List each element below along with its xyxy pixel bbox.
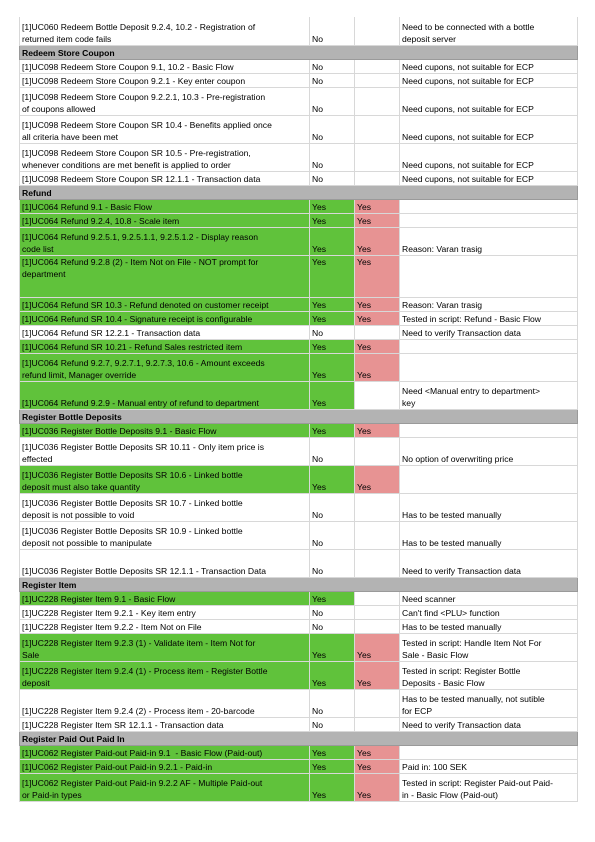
note-cell: Has to be tested manually, not sutible for ECP (400, 689, 578, 717)
table-row (20, 689, 578, 717)
table-row (20, 255, 578, 297)
test-case-cell: [1]UC228 Register Item 9.2.3 (1) - Validate item - Item Not for Sale (20, 633, 310, 661)
script-cell (355, 605, 400, 619)
table-row (20, 745, 578, 759)
table-row (20, 619, 578, 633)
section-header: Register Item (20, 577, 578, 591)
table-row (20, 521, 578, 549)
note-cell: Need cupons, not suitable for ECP (400, 73, 578, 87)
note-cell: Can't find <PLU> function (400, 605, 578, 619)
table-row (20, 143, 578, 171)
automated-cell: No (310, 619, 355, 633)
test-case-cell: [1]UC064 Refund SR 12.2.1 - Transaction data (20, 325, 310, 339)
script-cell (355, 521, 400, 549)
script-cell: Yes (355, 213, 400, 227)
automated-cell: Yes (310, 465, 355, 493)
note-cell: Paid in: 100 SEK (400, 759, 578, 773)
automated-cell: No (310, 437, 355, 465)
table-row (20, 549, 578, 577)
automated-cell: No (310, 493, 355, 521)
script-cell: Yes (355, 773, 400, 801)
note-cell: Need cupons, not suitable for ECP (400, 59, 578, 73)
test-case-cell: [1]UC228 Register Item SR 12.1.1 - Transaction data (20, 717, 310, 731)
note-cell (400, 465, 578, 493)
note-cell (400, 255, 578, 297)
test-case-cell: [1]UC064 Refund 9.2.9 - Manual entry of refund to department (20, 381, 310, 409)
script-cell (355, 325, 400, 339)
script-cell (355, 17, 400, 45)
test-case-cell: [1]UC098 Redeem Store Coupon SR 10.5 - Pre-registration, whenever conditions are met benefit is applied to order (20, 143, 310, 171)
script-cell (355, 73, 400, 87)
note-cell: Need cupons, not suitable for ECP (400, 171, 578, 185)
section-header-row (20, 577, 578, 591)
note-cell (400, 213, 578, 227)
test-case-cell: [1]UC098 Redeem Store Coupon SR 10.4 - Benefits applied once all criteria have been met (20, 115, 310, 143)
test-case-cell: [1]UC098 Redeem Store Coupon 9.2.1 - Key enter coupon (20, 73, 310, 87)
section-header: Register Bottle Deposits (20, 409, 578, 423)
script-cell (355, 381, 400, 409)
table-row (20, 423, 578, 437)
test-case-cell: [1]UC228 Register Item 9.2.1 - Key item entry (20, 605, 310, 619)
table-row (20, 325, 578, 339)
script-cell (355, 143, 400, 171)
section-header-row (20, 185, 578, 199)
table-row (20, 493, 578, 521)
script-cell: Yes (355, 759, 400, 773)
note-cell: Need scanner (400, 591, 578, 605)
automated-cell: No (310, 549, 355, 577)
script-cell (355, 689, 400, 717)
automated-cell: No (310, 325, 355, 339)
script-cell (355, 59, 400, 73)
automated-cell: Yes (310, 227, 355, 255)
script-cell: Yes (355, 255, 400, 297)
automated-cell: Yes (310, 773, 355, 801)
table-row (20, 381, 578, 409)
automated-cell: Yes (310, 213, 355, 227)
spreadsheet (19, 17, 577, 802)
note-cell: Need cupons, not suitable for ECP (400, 143, 578, 171)
note-cell: Need to verify Transaction data (400, 549, 578, 577)
table-row (20, 717, 578, 731)
automated-cell: No (310, 17, 355, 45)
script-cell: Yes (355, 339, 400, 353)
note-cell: Need to verify Transaction data (400, 717, 578, 731)
automated-cell: Yes (310, 661, 355, 689)
automated-cell: Yes (310, 255, 355, 297)
script-cell (355, 549, 400, 577)
table-row (20, 339, 578, 353)
note-cell: No option of overwriting price (400, 437, 578, 465)
test-case-cell: [1]UC064 Refund 9.2.8 (2) - Item Not on File - NOT prompt for department (20, 255, 310, 297)
table-row (20, 115, 578, 143)
test-case-cell: [1]UC036 Register Bottle Deposits SR 10.6 - Linked bottle deposit must also take quantity (20, 465, 310, 493)
table-row (20, 297, 578, 311)
script-cell (355, 437, 400, 465)
test-case-cell: [1]UC228 Register Item 9.1 - Basic Flow (20, 591, 310, 605)
table-row (20, 199, 578, 213)
script-cell (355, 171, 400, 185)
test-case-cell: [1]UC064 Refund 9.2.4, 10.8 - Scale item (20, 213, 310, 227)
automated-cell: No (310, 115, 355, 143)
table-row (20, 87, 578, 115)
script-cell: Yes (355, 353, 400, 381)
script-cell: Yes (355, 661, 400, 689)
script-cell (355, 87, 400, 115)
test-case-cell: [1]UC062 Register Paid-out Paid-in 9.2.2 AF - Multiple Paid-out or Paid-in types (20, 773, 310, 801)
table-row (20, 353, 578, 381)
script-cell: Yes (355, 311, 400, 325)
note-cell (400, 199, 578, 213)
table-row (20, 17, 578, 45)
note-cell: Tested in script: Register Paid-out Paid- in - Basic Flow (Paid-out) (400, 773, 578, 801)
test-case-cell: [1]UC036 Register Bottle Deposits SR 10.7 - Linked bottle deposit is not possible to void (20, 493, 310, 521)
note-cell: Reason: Varan trasig (400, 297, 578, 311)
test-case-cell: [1]UC036 Register Bottle Deposits 9.1 - Basic Flow (20, 423, 310, 437)
note-cell: Need cupons, not suitable for ECP (400, 87, 578, 115)
section-header: Register Paid Out Paid In (20, 731, 578, 745)
test-case-cell: [1]UC036 Register Bottle Deposits SR 10.11 - Only item price is effected (20, 437, 310, 465)
test-case-cell: [1]UC228 Register Item 9.2.4 (2) - Process item - 20-barcode (20, 689, 310, 717)
automated-cell: Yes (310, 745, 355, 759)
automated-cell: Yes (310, 759, 355, 773)
script-cell: Yes (355, 297, 400, 311)
note-cell: Tested in script: Handle Item Not For Sale - Basic Flow (400, 633, 578, 661)
test-case-cell: [1]UC064 Refund SR 10.21 - Refund Sales restricted item (20, 339, 310, 353)
script-cell (355, 717, 400, 731)
section-header: Refund (20, 185, 578, 199)
script-cell: Yes (355, 227, 400, 255)
test-case-cell: [1]UC060 Redeem Bottle Deposit 9.2.4, 10.2 - Registration of returned item code fails (20, 17, 310, 45)
table-row (20, 759, 578, 773)
note-cell (400, 423, 578, 437)
test-case-cell: [1]UC098 Redeem Store Coupon SR 12.1.1 - Transaction data (20, 171, 310, 185)
note-cell: Has to be tested manually (400, 619, 578, 633)
test-case-cell: [1]UC228 Register Item 9.2.4 (1) - Process item - Register Bottle deposit (20, 661, 310, 689)
script-cell (355, 619, 400, 633)
automated-cell: Yes (310, 339, 355, 353)
note-cell: Tested in script: Register Bottle Deposits - Basic Flow (400, 661, 578, 689)
script-cell (355, 591, 400, 605)
test-case-cell: [1]UC036 Register Bottle Deposits SR 10.9 - Linked bottle deposit not possible to manipulate (20, 521, 310, 549)
automated-cell: No (310, 689, 355, 717)
table-row (20, 227, 578, 255)
note-cell: Reason: Varan trasig (400, 227, 578, 255)
automated-cell: No (310, 143, 355, 171)
note-cell: Need cupons, not suitable for ECP (400, 115, 578, 143)
script-cell: Yes (355, 745, 400, 759)
note-cell (400, 353, 578, 381)
automated-cell: Yes (310, 423, 355, 437)
test-case-cell: [1]UC064 Refund 9.2.7, 9.2.7.1, 9.2.7.3, 10.6 - Amount exceeds refund limit, Manager override (20, 353, 310, 381)
table-row (20, 437, 578, 465)
section-header-row (20, 409, 578, 423)
note-cell (400, 745, 578, 759)
automated-cell: Yes (310, 381, 355, 409)
automated-cell: No (310, 605, 355, 619)
section-header-row (20, 731, 578, 745)
table-row (20, 633, 578, 661)
table-row (20, 591, 578, 605)
note-cell: Need to be connected with a bottle deposit server (400, 17, 578, 45)
table-row (20, 661, 578, 689)
automated-cell: No (310, 59, 355, 73)
note-cell: Has to be tested manually (400, 493, 578, 521)
test-case-cell: [1]UC228 Register Item 9.2.2 - Item Not on File (20, 619, 310, 633)
automated-cell: Yes (310, 353, 355, 381)
table-row (20, 73, 578, 87)
note-cell: Need <Manual entry to department> key (400, 381, 578, 409)
script-cell: Yes (355, 423, 400, 437)
script-cell: Yes (355, 633, 400, 661)
test-case-table (19, 17, 578, 802)
automated-cell: No (310, 171, 355, 185)
section-header-row (20, 45, 578, 59)
section-header: Redeem Store Coupon (20, 45, 578, 59)
script-cell: Yes (355, 465, 400, 493)
test-case-cell: [1]UC036 Register Bottle Deposits SR 12.1.1 - Transaction Data (20, 549, 310, 577)
test-case-cell: [1]UC062 Register Paid-out Paid-in 9.2.1 - Paid-in (20, 759, 310, 773)
table-row (20, 213, 578, 227)
table-row (20, 311, 578, 325)
note-cell: Tested in script: Refund - Basic Flow (400, 311, 578, 325)
table-row (20, 773, 578, 801)
automated-cell: No (310, 87, 355, 115)
note-cell (400, 339, 578, 353)
test-case-cell: [1]UC062 Register Paid-out Paid-in 9.1 - Basic Flow (Paid-out) (20, 745, 310, 759)
script-cell (355, 115, 400, 143)
automated-cell: Yes (310, 591, 355, 605)
test-case-cell: [1]UC064 Refund 9.1 - Basic Flow (20, 199, 310, 213)
table-row (20, 605, 578, 619)
automated-cell: No (310, 717, 355, 731)
table-row (20, 171, 578, 185)
table-row (20, 59, 578, 73)
note-cell: Has to be tested manually (400, 521, 578, 549)
script-cell (355, 493, 400, 521)
note-cell: Need to verify Transaction data (400, 325, 578, 339)
automated-cell: No (310, 521, 355, 549)
test-case-cell: [1]UC064 Refund SR 10.3 - Refund denoted on customer receipt (20, 297, 310, 311)
automated-cell: Yes (310, 297, 355, 311)
test-case-cell: [1]UC098 Redeem Store Coupon 9.2.2.1, 10.3 - Pre-registration of coupons allowed (20, 87, 310, 115)
test-case-cell: [1]UC064 Refund SR 10.4 - Signature receipt is configurable (20, 311, 310, 325)
script-cell: Yes (355, 199, 400, 213)
test-case-cell: [1]UC064 Refund 9.2.5.1, 9.2.5.1.1, 9.2.5.1.2 - Display reason code list (20, 227, 310, 255)
automated-cell: Yes (310, 199, 355, 213)
automated-cell: Yes (310, 311, 355, 325)
table-row (20, 465, 578, 493)
automated-cell: Yes (310, 633, 355, 661)
automated-cell: No (310, 73, 355, 87)
test-case-cell: [1]UC098 Redeem Store Coupon 9.1, 10.2 - Basic Flow (20, 59, 310, 73)
